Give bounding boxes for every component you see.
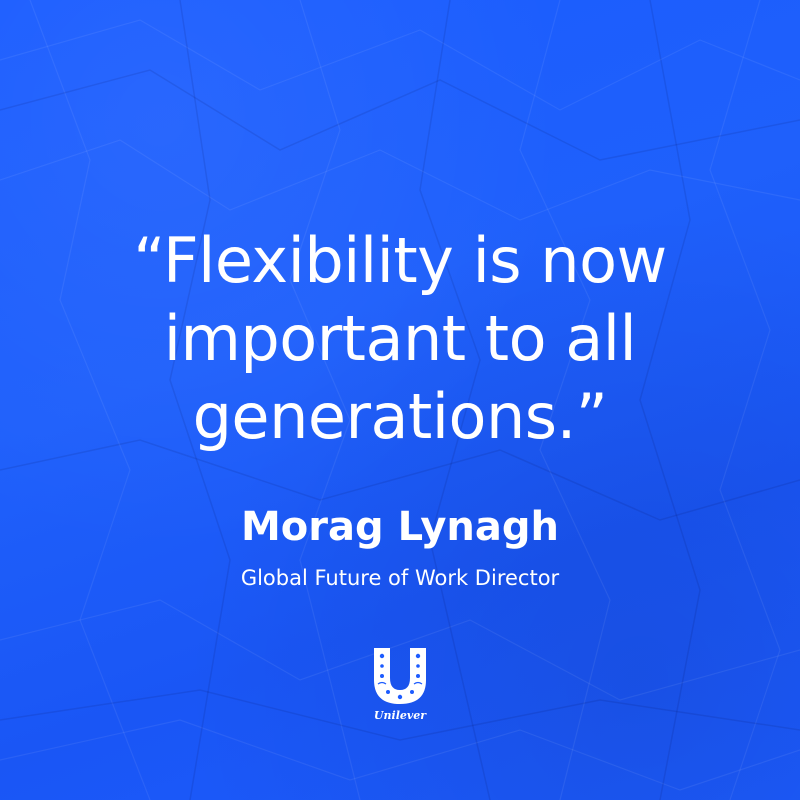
author-title: Global Future of Work Director	[240, 566, 560, 590]
quote-line-2: important to all	[163, 302, 637, 375]
quote-line-1: “Flexibility is now	[133, 224, 667, 297]
quote-line-3: generations.”	[192, 380, 608, 453]
quote-text	[20, 222, 780, 456]
unilever-logo-icon	[366, 644, 434, 724]
author-name: Morag Lynagh	[241, 504, 559, 550]
svg-text:Unilever: Unilever	[373, 709, 427, 722]
